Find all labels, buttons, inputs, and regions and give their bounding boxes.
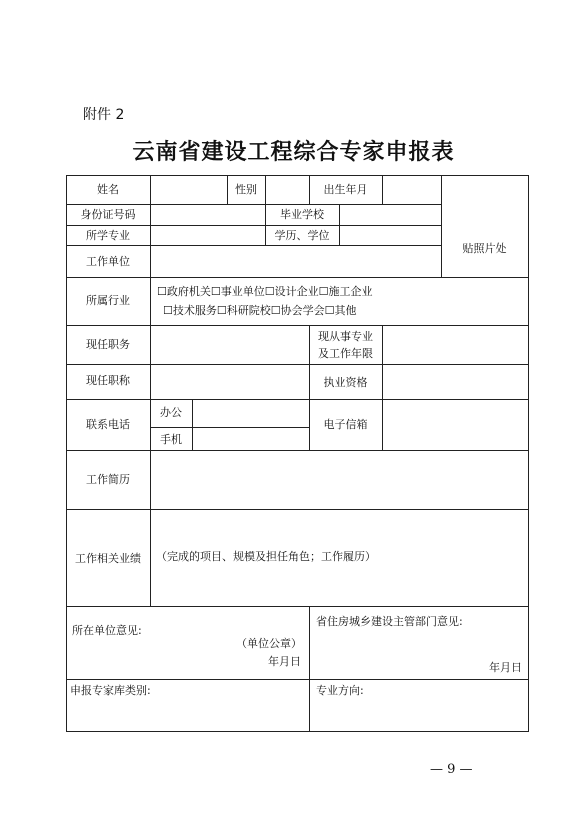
checkbox-option[interactable]: ☐其他: [324, 304, 357, 317]
col-line: [150, 175, 151, 509]
label-performance: 工作相关业绩: [75, 552, 141, 565]
label-gender: 性别: [235, 183, 257, 196]
label-phone: 联系电话: [86, 418, 130, 431]
photo-placeholder: 贴照片处: [462, 242, 507, 255]
border-top: [66, 175, 529, 176]
row-line: [66, 277, 529, 278]
label-major: 所学专业: [86, 229, 130, 242]
label-direction: 专业方向:: [316, 684, 364, 697]
row-line: [66, 679, 529, 680]
col-line: [150, 509, 151, 606]
border-bottom: [66, 731, 529, 732]
row-line: [66, 204, 441, 205]
col-line: [192, 399, 193, 450]
col-line: [441, 175, 442, 277]
attachment-label: 附件 2: [83, 107, 125, 123]
checkbox-option[interactable]: ☐技术服务: [163, 304, 217, 317]
row-line: [66, 364, 529, 365]
border-right: [528, 175, 529, 731]
checkbox-option[interactable]: ☐政府机关: [157, 285, 211, 298]
row-line: [150, 427, 309, 428]
label-years-line2: 及工作年限: [318, 347, 373, 360]
row-line: [66, 450, 529, 451]
label-work-unit: 工作单位: [86, 255, 130, 268]
label-degree: 学历、学位: [274, 229, 330, 242]
label-birth: 出生年月: [323, 183, 368, 196]
performance-hint: （完成的项目、规模及担任角色；工作履历）: [156, 550, 376, 563]
row-line: [66, 325, 529, 326]
industry-options-row2: [163, 304, 357, 318]
label-office: 办公: [160, 406, 182, 419]
label-years-line1: 现从事专业: [318, 330, 373, 343]
label-school: 毕业学校: [280, 208, 324, 221]
unit-seal: （单位公章）: [236, 637, 302, 650]
row-line: [66, 225, 441, 226]
row-line: [66, 399, 529, 400]
label-unit-opinion: 所在单位意见:: [72, 624, 142, 637]
label-industry: 所属行业: [86, 294, 130, 307]
checkbox-option[interactable]: ☐施工企业: [318, 285, 373, 298]
unit-date: 年月日: [268, 655, 301, 668]
col-line: [382, 325, 383, 450]
col-line: [309, 606, 310, 731]
checkbox-option[interactable]: ☐协会学会: [270, 304, 325, 317]
page-number: — 9 —: [430, 762, 473, 777]
dept-date: 年月日: [489, 661, 522, 674]
label-dept-opinion: 省住房城乡建设主管部门意见:: [316, 615, 463, 628]
label-email: 电子信箱: [323, 418, 368, 431]
label-mobile: 手机: [160, 433, 182, 446]
label-name: 姓名: [97, 183, 119, 196]
label-category: 申报专家库类别:: [70, 684, 151, 697]
label-resume: 工作简历: [86, 473, 130, 486]
form-title: 云南省建设工程综合专家申报表: [132, 139, 455, 165]
label-title: 现任职称: [86, 374, 130, 387]
label-id-number: 身份证号码: [80, 208, 136, 221]
row-line: [66, 509, 529, 510]
row-line: [66, 245, 441, 246]
checkbox-option[interactable]: ☐科研院校: [216, 304, 271, 317]
col-line: [265, 175, 266, 204]
label-qualification: 执业资格: [323, 376, 368, 389]
checkbox-option[interactable]: ☐设计企业: [264, 285, 319, 298]
industry-options-row1: [157, 285, 373, 299]
checkbox-option[interactable]: ☐事业单位: [210, 285, 265, 298]
col-line: [339, 204, 340, 245]
row-line: [66, 606, 529, 607]
label-position: 现任职务: [86, 338, 130, 351]
col-line: [382, 175, 383, 204]
